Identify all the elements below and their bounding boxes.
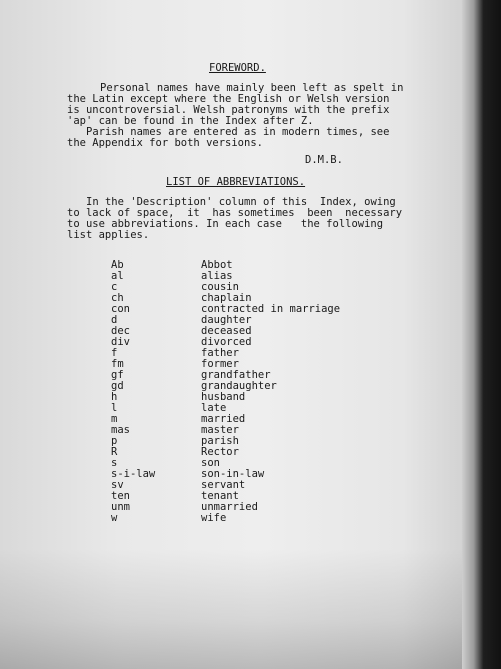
abbreviations-intro-line-4: list applies. <box>67 229 150 241</box>
abbreviation-meaning: daughter <box>201 314 252 326</box>
abbreviation-code: ten <box>111 490 130 502</box>
abbreviation-code: w <box>111 512 118 524</box>
abbreviation-meaning: late <box>201 402 227 414</box>
abbreviations-intro-line-2: to lack of space, it has sometimes been necessary <box>67 207 403 219</box>
abbreviations-title: LIST OF ABBREVIATIONS. <box>166 176 306 188</box>
abbreviation-code: sv <box>111 479 124 491</box>
abbreviation-meaning: divorced <box>201 336 252 348</box>
abbreviation-meaning: husband <box>201 391 246 403</box>
page-edge-shadow <box>462 0 501 669</box>
foreword-line-2: the Latin except where the English or Welsh version <box>67 93 390 105</box>
abbreviation-code: dec <box>111 325 130 337</box>
foreword-line-3: is uncontroversial. Welsh patronyms with the prefix <box>67 104 390 116</box>
abbreviation-meaning: wife <box>201 512 227 524</box>
foreword-signature: D.M.B. <box>305 154 343 166</box>
abbreviation-code: gf <box>111 369 124 381</box>
abbreviation-meaning: former <box>201 358 239 370</box>
abbreviation-code: ch <box>111 292 124 304</box>
abbreviation-code: f <box>111 347 118 359</box>
abbreviation-meaning: Abbot <box>201 259 233 271</box>
abbreviation-code: l <box>111 402 118 414</box>
abbreviation-code: al <box>111 270 124 282</box>
abbreviations-intro-line-3: to use abbreviations. In each case the following <box>67 218 384 230</box>
abbreviation-code: fm <box>111 358 124 370</box>
abbreviation-code: Ab <box>111 259 124 271</box>
abbreviation-meaning: father <box>201 347 239 359</box>
abbreviation-meaning: deceased <box>201 325 252 337</box>
abbreviation-code: unm <box>111 501 130 513</box>
abbreviation-code: div <box>111 336 130 348</box>
abbreviation-meaning: chaplain <box>201 292 252 304</box>
abbreviation-code: p <box>111 435 118 447</box>
foreword-line-5: Parish names are entered as in modern times, see <box>86 126 390 138</box>
abbreviations-intro-line-1: In the 'Description' column of this Index, owing <box>86 196 396 208</box>
abbreviation-code: con <box>111 303 130 315</box>
abbreviation-meaning: unmarried <box>201 501 258 513</box>
abbreviation-meaning: contracted in marriage <box>201 303 341 315</box>
abbreviation-meaning: grandaughter <box>201 380 277 392</box>
abbreviation-meaning: Rector <box>201 446 239 458</box>
abbreviation-code: m <box>111 413 118 425</box>
abbreviation-meaning: servant <box>201 479 246 491</box>
abbreviation-meaning: son-in-law <box>201 468 265 480</box>
abbreviation-meaning: married <box>201 413 246 425</box>
abbreviation-code: h <box>111 391 118 403</box>
foreword-title: FOREWORD. <box>209 62 266 74</box>
abbreviation-code: d <box>111 314 118 326</box>
foreword-line-4: 'ap' can be found in the Index after Z. <box>67 115 314 127</box>
abbreviation-code: s <box>111 457 118 469</box>
abbreviation-meaning: parish <box>201 435 239 447</box>
abbreviation-meaning: alias <box>201 270 233 282</box>
page-shadow <box>0 549 474 669</box>
foreword-line-6: the Appendix for both versions. <box>67 137 263 149</box>
foreword-line-1: Personal names have mainly been left as spelt in <box>100 82 404 94</box>
abbreviation-meaning: son <box>201 457 220 469</box>
abbreviation-meaning: master <box>201 424 239 436</box>
abbreviation-code: gd <box>111 380 124 392</box>
abbreviation-meaning: tenant <box>201 490 239 502</box>
abbreviation-code: c <box>111 281 118 293</box>
abbreviation-code: s-i-law <box>111 468 156 480</box>
abbreviation-code: mas <box>111 424 130 436</box>
abbreviation-meaning: cousin <box>201 281 239 293</box>
abbreviation-code: R <box>111 446 118 458</box>
abbreviation-meaning: grandfather <box>201 369 271 381</box>
